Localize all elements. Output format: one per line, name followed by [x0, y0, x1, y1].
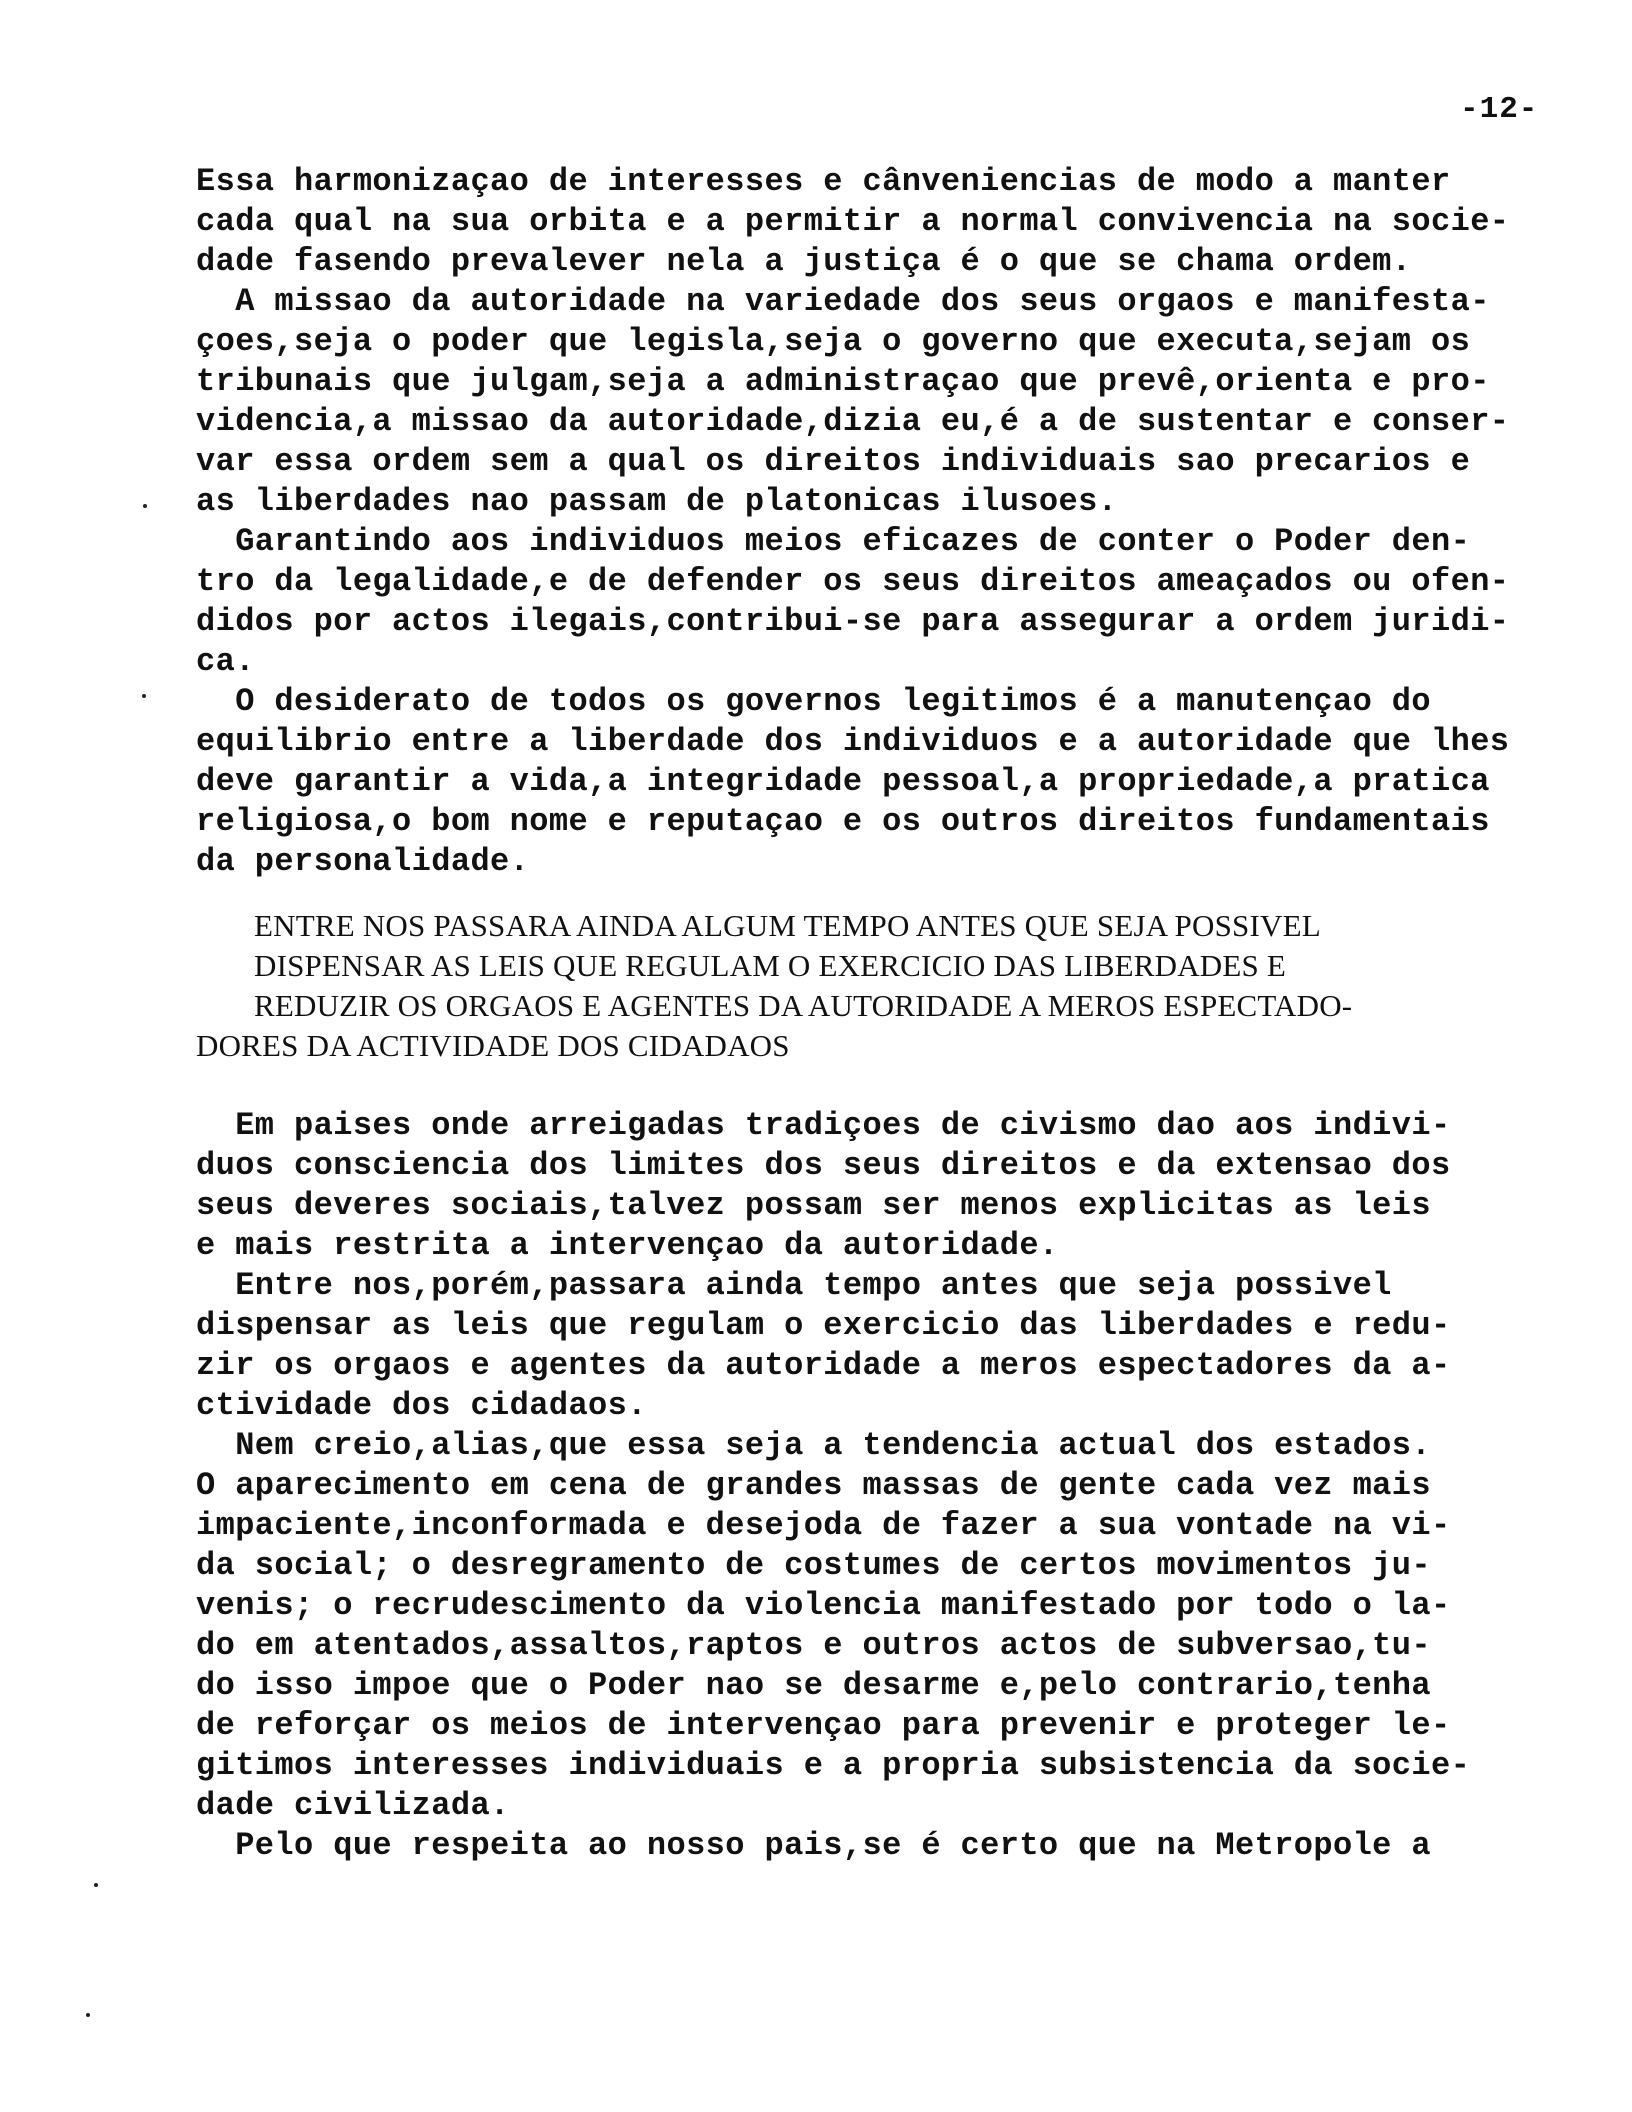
body-line: venis; o recrudescimento da violencia manifestado por todo o la- — [196, 1587, 1451, 1624]
scan-speck — [143, 504, 147, 508]
body-line: ctividade dos cidadaos. — [196, 1387, 647, 1424]
body-line: var essa ordem sem a qual os direitos individuais sao precarios e — [196, 443, 1471, 480]
body-line: gitimos interesses individuais e a propria subsistencia da socie- — [196, 1747, 1471, 1784]
body-line: seus deveres sociais,talvez possam ser menos explicitas as leis — [196, 1187, 1431, 1224]
body-line: Em paises onde arreigadas tradiçoes de civismo dao aos indivi- — [196, 1107, 1451, 1144]
body-line: duos consciencia dos limites dos seus direitos e da extensao dos — [196, 1147, 1451, 1184]
body-line: didos por actos ilegais,contribui-se para assegurar a ordem juridi- — [196, 603, 1510, 640]
body-line: religiosa,o bom nome e reputaçao e os outros direitos fundamentais — [196, 803, 1490, 840]
section-heading-line: ENTRE NOS PASSARA AINDA ALGUM TEMPO ANTES QUE SEJA POSSIVEL — [254, 908, 1321, 943]
body-line: cada qual na sua orbita e a permitir a normal convivencia na socie- — [196, 203, 1510, 240]
body-line: do isso impoe que o Poder nao se desarme e,pelo contrario,tenha — [196, 1667, 1431, 1704]
body-line: deve garantir a vida,a integridade pessoal,a propriedade,a pratica — [196, 763, 1490, 800]
page-number: -12- — [1460, 92, 1539, 127]
body-line: çoes,seja o poder que legisla,seja o governo que executa,sejam os — [196, 323, 1471, 360]
body-line: Nem creio,alias,que essa seja a tendencia actual dos estados. — [196, 1427, 1431, 1464]
section-heading-line: DORES DA ACTIVIDADE DOS CIDADAOS — [196, 1028, 790, 1063]
body-line: impaciente,inconformada e desejoda de fazer a sua vontade na vi- — [196, 1507, 1451, 1544]
body-line: O desiderato de todos os governos legitimos é a manutençao do — [196, 683, 1431, 720]
body-line: de reforçar os meios de intervençao para prevenir e proteger le- — [196, 1707, 1451, 1744]
body-line: da personalidade. — [196, 843, 530, 880]
body-line: A missao da autoridade na variedade dos seus orgaos e manifesta- — [196, 283, 1490, 320]
scan-speck — [94, 1883, 98, 1887]
body-line: da social; o desregramento de costumes de certos movimentos ju- — [196, 1547, 1431, 1584]
body-line: e mais restrita a intervençao da autoridade. — [196, 1227, 1059, 1264]
body-line: equilibrio entre a liberdade dos individuos e a autoridade que lhes — [196, 723, 1510, 760]
body-line: Pelo que respeita ao nosso pais,se é certo que na Metropole a — [196, 1827, 1431, 1864]
body-line: tro da legalidade,e de defender os seus direitos ameaçados ou ofen- — [196, 563, 1510, 600]
body-line: O aparecimento em cena de grandes massas de gente cada vez mais — [196, 1467, 1431, 1504]
body-line: zir os orgaos e agentes da autoridade a meros espectadores da a- — [196, 1347, 1451, 1384]
body-line: ca. — [196, 643, 255, 680]
scan-speck — [142, 694, 146, 698]
body-line: tribunais que julgam,seja a administraçao que prevê,orienta e pro- — [196, 363, 1490, 400]
body-line: as liberdades nao passam de platonicas ilusoes. — [196, 483, 1118, 520]
body-line: videncia,a missao da autoridade,dizia eu,é a de sustentar e conser- — [196, 403, 1510, 440]
scan-speck — [86, 2013, 90, 2017]
body-line: Essa harmonizaçao de interesses e cânveniencias de modo a manter — [196, 163, 1451, 200]
section-heading-line: DISPENSAR AS LEIS QUE REGULAM O EXERCICIO DAS LIBERDADES E — [254, 948, 1287, 983]
section-heading-line: REDUZIR OS ORGAOS E AGENTES DA AUTORIDADE A MEROS ESPECTADO- — [254, 988, 1353, 1023]
body-line: Garantindo aos individuos meios eficazes de conter o Poder den- — [196, 523, 1471, 560]
body-line: dade civilizada. — [196, 1787, 510, 1824]
body-line: dispensar as leis que regulam o exercicio das liberdades e redu- — [196, 1307, 1451, 1344]
body-line: Entre nos,porém,passara ainda tempo antes que seja possivel — [196, 1267, 1392, 1304]
body-line: do em atentados,assaltos,raptos e outros actos de subversao,tu- — [196, 1627, 1431, 1664]
body-line: dade fasendo prevalever nela a justiça é o que se chama ordem. — [196, 243, 1412, 280]
